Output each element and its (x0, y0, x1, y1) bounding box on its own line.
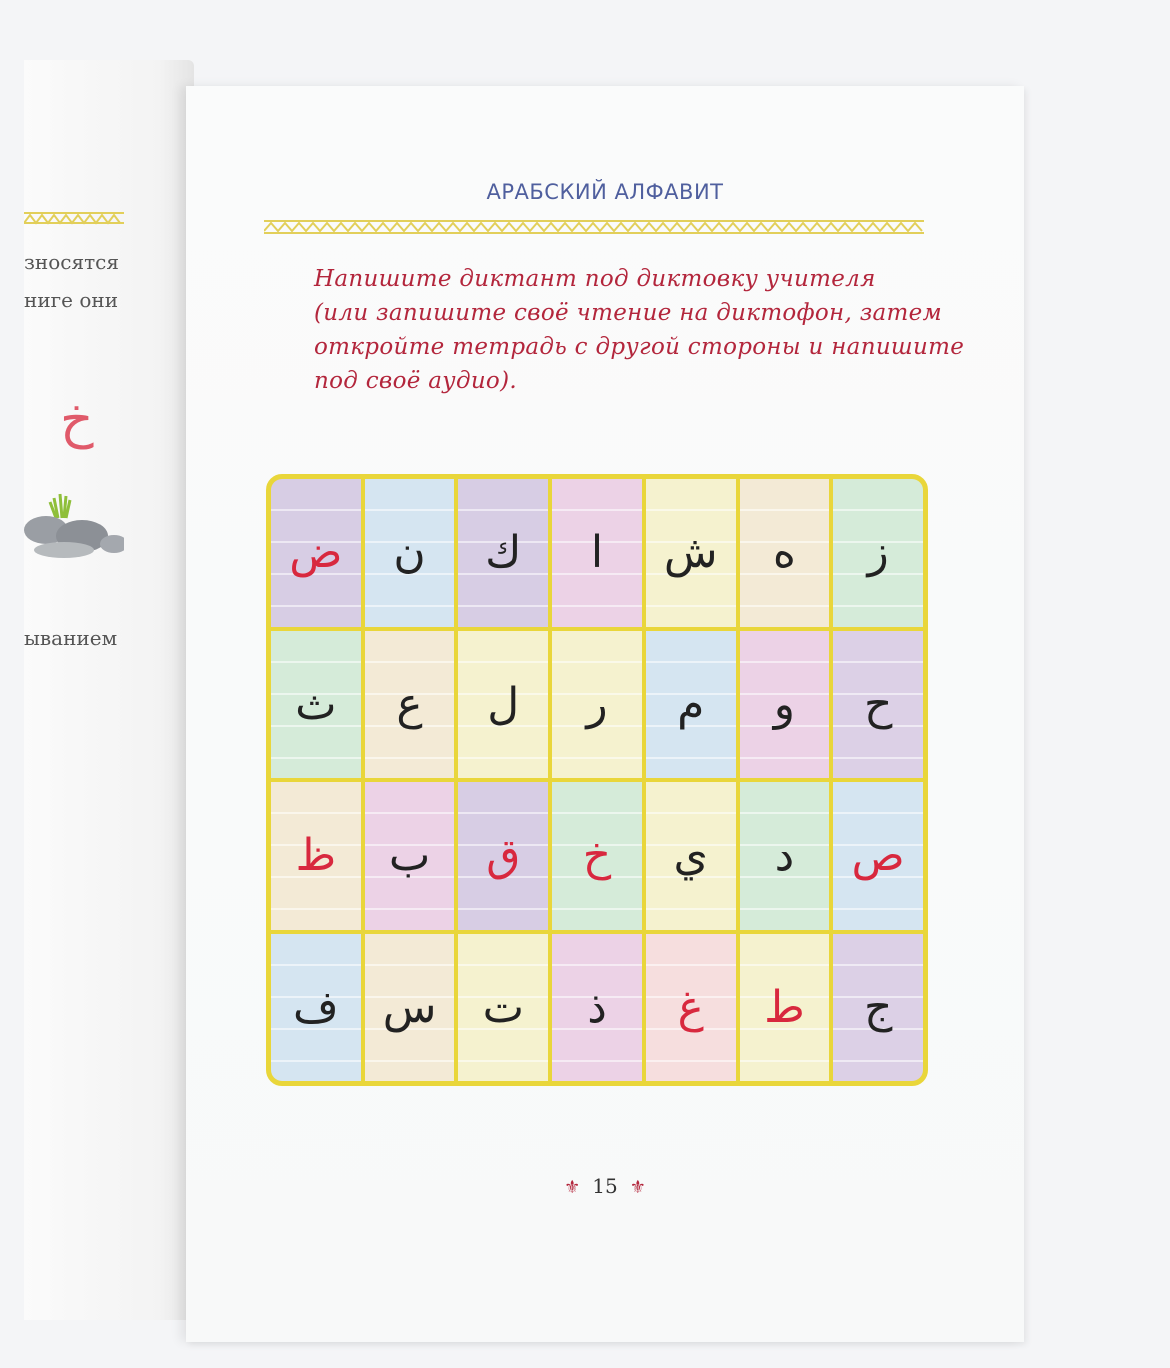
page-number-text: 15 (592, 1174, 618, 1198)
left-page (24, 60, 194, 1320)
instruction-line-2: (или запишите своё чтение на диктофон, затем (314, 300, 942, 326)
page-number (186, 1174, 1024, 1198)
letter-cell (365, 782, 455, 930)
letter-cell (740, 631, 830, 779)
arabic-letter: ف (293, 981, 339, 1033)
letter-cell (740, 782, 830, 930)
letter-cell (552, 631, 642, 779)
title-ornament (264, 218, 924, 236)
letter-cell (646, 782, 736, 930)
letter-cell (646, 934, 736, 1082)
letter-cell (646, 479, 736, 627)
letter-cell (458, 479, 548, 627)
letter-cell (365, 631, 455, 779)
letter-cell (458, 631, 548, 779)
letter-cell (833, 782, 923, 930)
left-flourish-icon: ⚜ (564, 1177, 581, 1198)
letter-cell (271, 479, 361, 627)
letter-cell (271, 934, 361, 1082)
arabic-letter: ع (396, 678, 423, 730)
arabic-letter: ن (393, 527, 426, 579)
letter-cell (552, 782, 642, 930)
arabic-letter: ش (663, 527, 718, 579)
arabic-letter: ب (388, 830, 431, 882)
arabic-letter: ق (486, 830, 521, 882)
left-ornament (24, 210, 124, 226)
arabic-letter: ل (487, 678, 520, 730)
arabic-letter: خ (582, 830, 612, 882)
left-text-line-3: ыванием (24, 626, 118, 650)
instruction-line-3: откройте тетрадь с другой стороны и напишите (314, 334, 965, 360)
arabic-letter: ك (485, 527, 522, 579)
letter-cell (646, 631, 736, 779)
arabic-letter: ص (851, 830, 905, 882)
instruction-line-4: под своё аудио). (314, 368, 517, 394)
arabic-letter: و (773, 678, 796, 730)
arabic-letter: ر (586, 678, 608, 730)
letter-cell (365, 479, 455, 627)
letter-cell (833, 631, 923, 779)
letter-cell (740, 934, 830, 1082)
rocks-illustration (24, 488, 124, 558)
letter-cell (833, 934, 923, 1082)
arabic-letter: م (677, 678, 705, 730)
arabic-letter: ه (772, 527, 796, 579)
arabic-letter: غ (677, 981, 704, 1033)
letter-cell (833, 479, 923, 627)
letter-grid (266, 474, 928, 1086)
left-letter: خ (60, 390, 94, 450)
arabic-letter: ج (863, 981, 893, 1033)
letter-cell (552, 934, 642, 1082)
letter-cell (271, 782, 361, 930)
arabic-letter: ح (863, 678, 893, 730)
letter-cell (740, 479, 830, 627)
letter-cell (458, 934, 548, 1082)
arabic-letter: ث (295, 678, 337, 730)
left-text-line-1: зносятся (24, 250, 119, 274)
right-flourish-icon: ⚜ (629, 1177, 646, 1198)
arabic-letter: د (774, 830, 795, 882)
letter-cell (365, 934, 455, 1082)
arabic-letter: ظ (295, 830, 337, 882)
arabic-letter: ض (289, 527, 343, 579)
left-text-line-2: ниге они (24, 288, 119, 312)
arabic-letter: ز (867, 527, 889, 579)
arabic-letter: ذ (587, 981, 607, 1033)
arabic-letter: ا (590, 527, 604, 579)
letter-cell (271, 631, 361, 779)
letter-cell (552, 479, 642, 627)
arabic-letter: ط (764, 981, 805, 1033)
instruction-text (314, 262, 965, 398)
arabic-letter: ي (673, 830, 708, 882)
arabic-letter: س (382, 981, 437, 1033)
page-title: АРАБСКИЙ АЛФАВИТ (486, 180, 724, 204)
letter-cell (458, 782, 548, 930)
arabic-letter: ت (482, 981, 524, 1033)
instruction-line-1: Напишите диктант под диктовку учителя (314, 266, 876, 292)
